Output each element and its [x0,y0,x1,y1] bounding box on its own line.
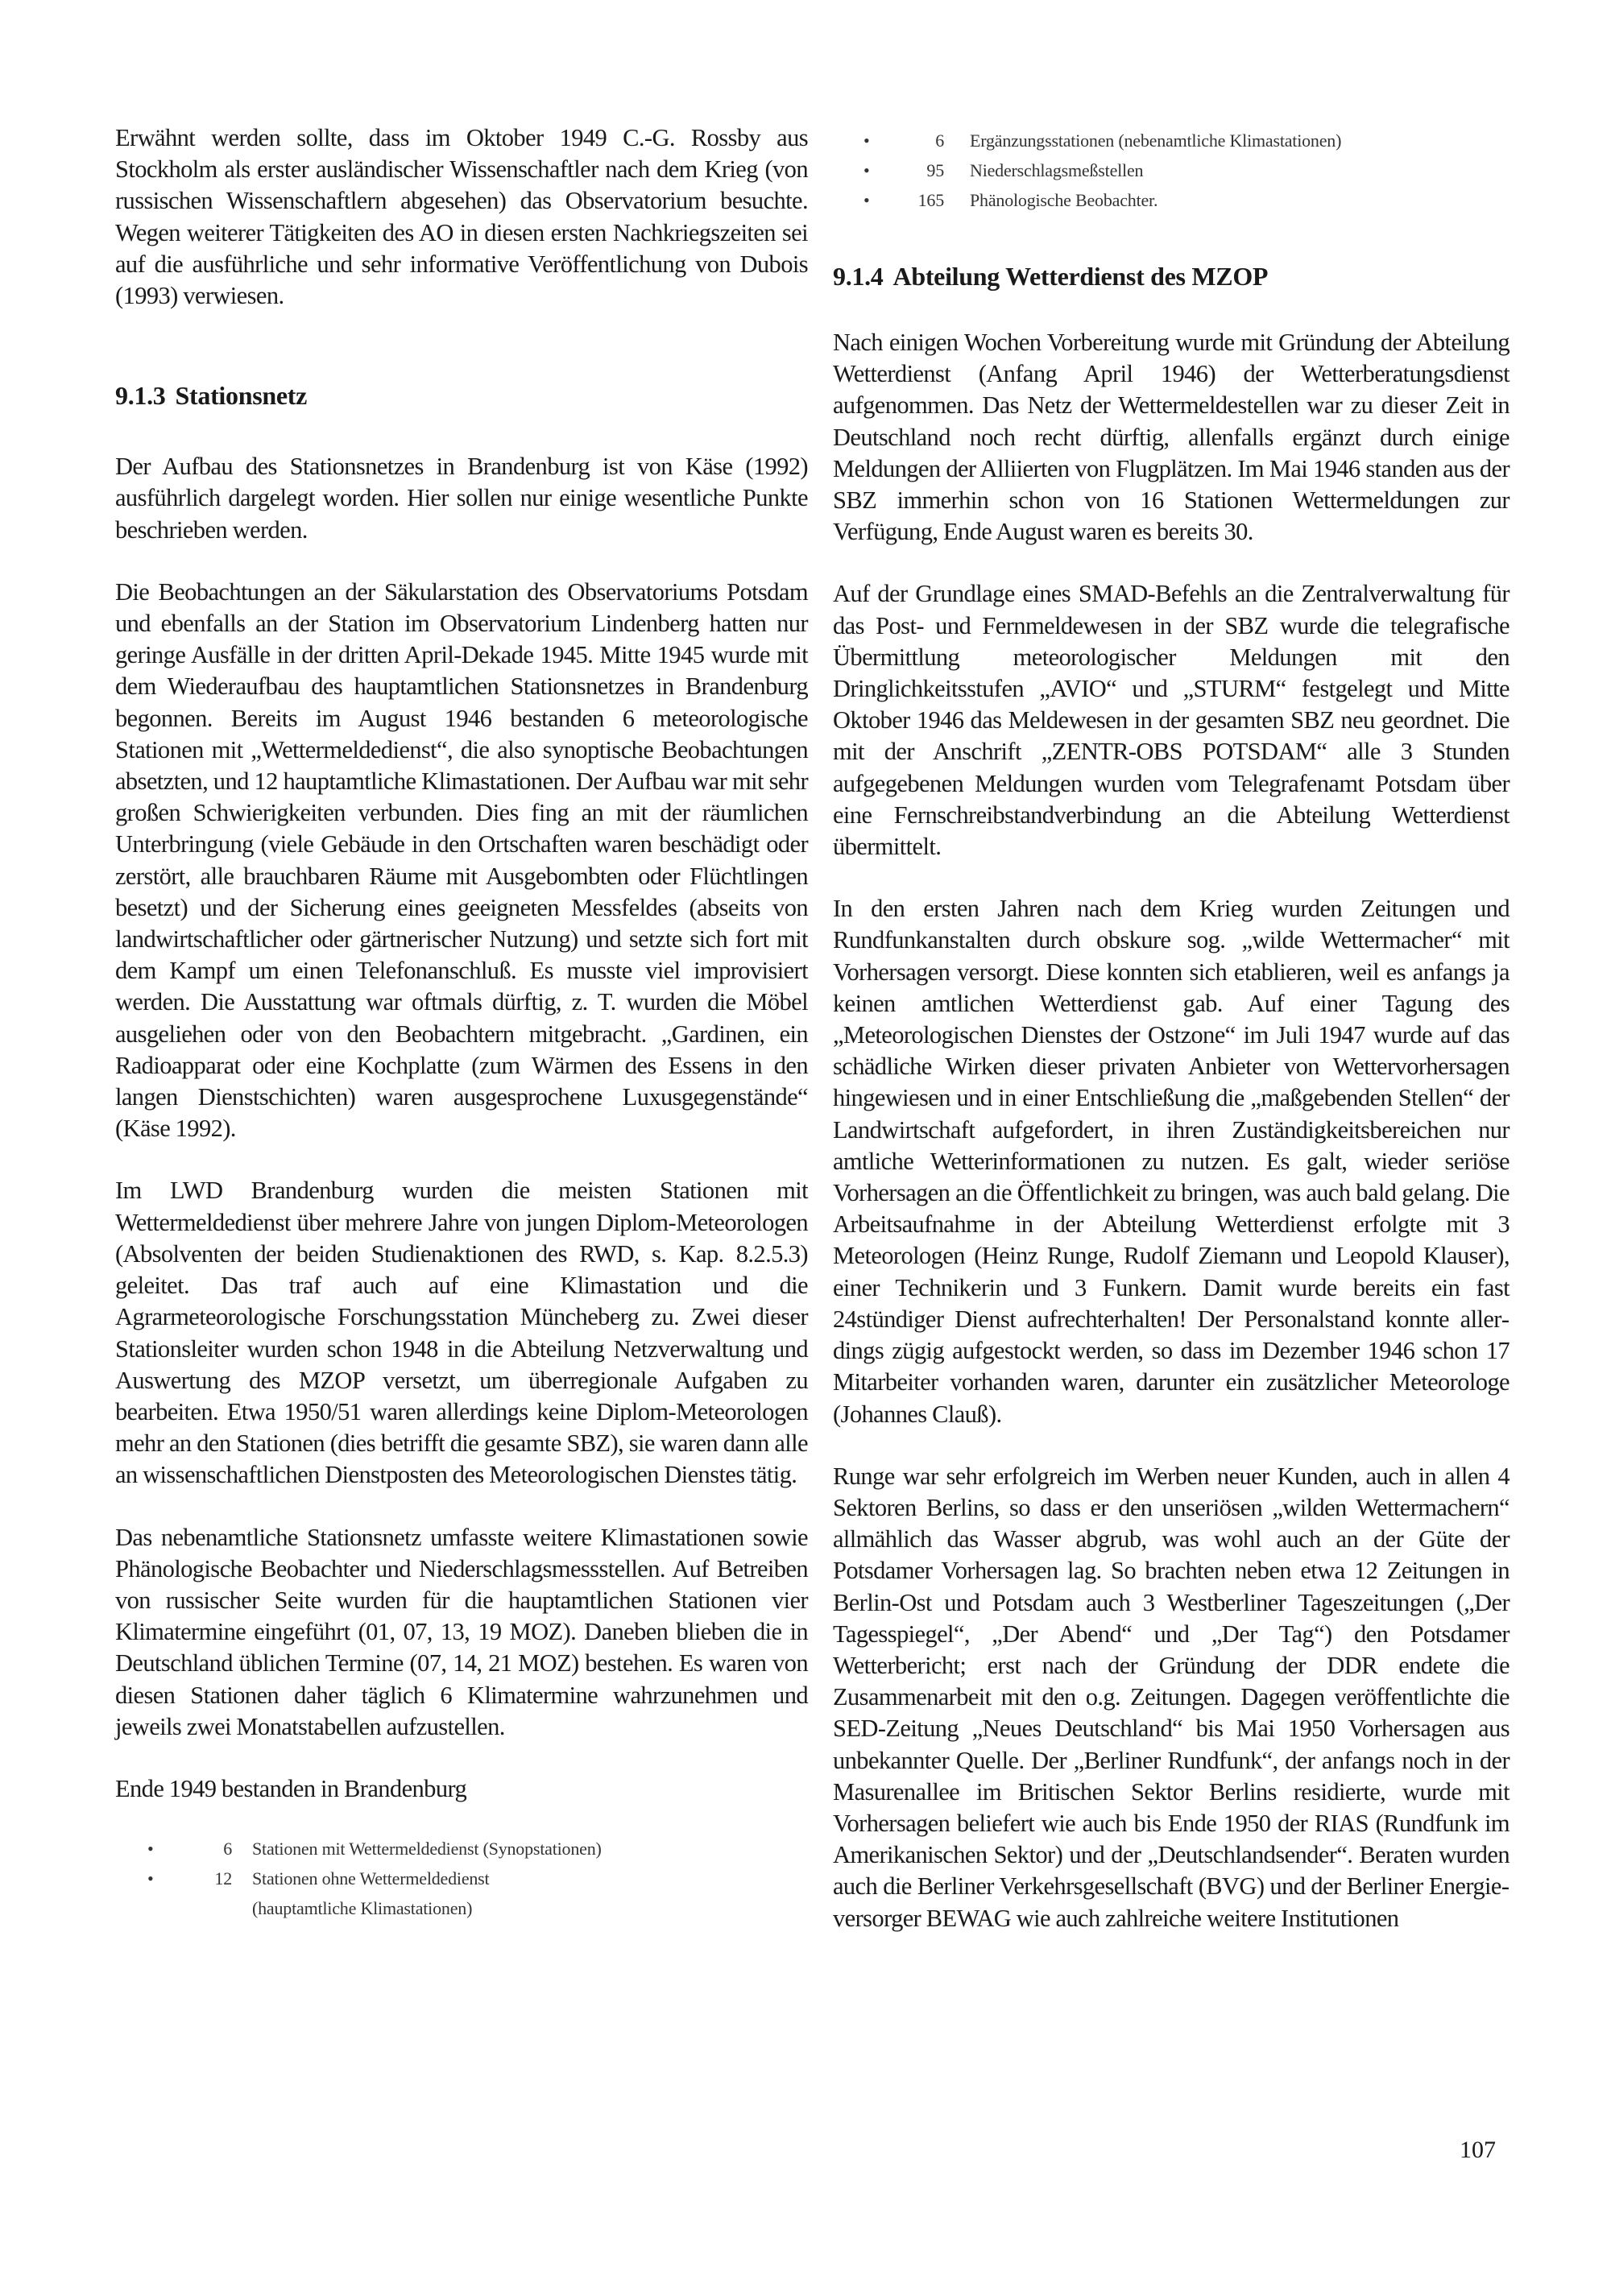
list-item [833,126,1510,155]
list-item [833,185,1510,215]
section-heading-wetterdienst [833,262,1510,292]
bullet-icon: • [147,1868,154,1889]
page-number: 107 [1460,2137,1496,2163]
station-count: 6 [935,130,944,151]
right-column [833,122,1510,1934]
list-item [115,1834,808,1864]
station-type: Phänologische Beobachter. [970,190,1158,210]
paragraph: Runge war sehr erfolgreich im Werben neuer Kunden, auch in allen 4 Sektoren Berlins, so dass er den unseriösen „wilden Wettermachern“ allmählich das Wasser abgrub, was wohl auch an der Güte der Potsdamer Vorhersagen lag. So brachten neben etwa 12 Zeitungen in Berlin-Ost und Potsdam auch 3 Westberliner Tageszeitungen („Der Tagesspiegel“, „Der Abend“ und „Der Tag“) den Potsdamer Wetterbericht; erst nach der Gründung der DDR endete die Zusammenarbeit mit den o.g. Zeitungen. Dagegen veröffentlichte die SED-Zeitung „Neues Deutschland“ bis Mai 1950 Vorhersagen aus unbekannter Quelle. Der „Berliner Rundfunk“, der anfangs noch in der Masurenallee im Britischen Sektor Berlins residierte, wurde mit Vorhersagen beliefert wie auch bis Ende 1950 der RIAS (Rundfunk im Amerikanischen Sektor) und der „Deutschlandsender“. Beraten wurden auch die Berliner Verkehrsgesellschaft (BVG) und der Berliner Energieversorger BEWAG wie auch zahlreiche weitere Institutionen [833,1462,1510,1932]
section-number: 9.1.3 [115,381,166,411]
station-type: Ergänzungsstationen (nebenamtliche Klimastationen) [970,130,1342,151]
station-type: Niederschlagsmeßstellen [970,160,1144,180]
section-title: Abteilung Wetterdienst des MZOP [892,262,1269,291]
paragraph: Der Aufbau des Stationsnetzes in Brandenburg ist von Käse (1992) ausführlich dargelegt worden. Hier sollen nur einige wesentliche Punkte beschrieben werden. [115,453,808,544]
section-title: Stationsnetz [175,381,308,411]
paragraph: Das nebenamtliche Stationsnetz umfasste weitere Klimastationen sowie Phänologische Beobachter und Niederschlagsmessstellen. Auf Betreiben von russischer Seite wurden für die hauptamtlichen Stationen vier Klimatermine eingeführt (01, 07, 13, 19 MOZ). Daneben blieben die in Deutschland üblichen Termine (07, 14, 21 MOZ) bestehen. Es waren von diesen Stationen daher täglich 6 Klimatermine wahrzunehmen und jeweils zwei Monatstabellen aufzustellen. [115,1523,808,1740]
bullet-icon: • [147,1839,154,1860]
intro-paragraph: Erwähnt werden sollte, dass im Oktober 1949 C.-G. Rossby aus Stockholm als erster ausländischer Wissenschaftler nach dem Krieg (von russischen Wissenschaftlern abgesehen) das Observatorium besuchte. Wegen weiterer Tätigkeiten des AO in diesen ersten Nachkriegszeiten sei auf die ausführliche und sehr informative Veröffentlichung von Dubois (1993) verwiesen. [115,124,808,310]
station-type: Stationen mit Wettermeldedienst (Synopstationen) [252,1839,602,1860]
list-item [115,1864,808,1923]
paragraph: Auf der Grundlage eines SMAD-Befehls an die Zentralverwaltung für das Post- und Fernmeldewesen in der SBZ wurde die telegrafische Übermittlung meteorologischer Meldungen mit den Dringlichkeitsstufen „AVIO“ und „STURM“ festgelegt und Mitte Oktober 1946 das Meldewesen in der gesamten SBZ neu geordnet. Die mit der Anschrift „ZENTR-OBS POTSDAM“ alle 3 Stunden aufgegebenen Meldungen wurden vom Telegrafenamt Potsdam über eine Fernschreibstandverbindung an die Abteilung Wetterdienst übermittelt. [833,580,1510,861]
bullet-icon: • [863,160,870,180]
station-type: Stationen ohne Wettermeldedienst [252,1868,490,1889]
paragraph: In den ersten Jahren nach dem Krieg wurden Zeitungen und Rundfunkanstalten durch obskure sog. „wilde Wettermacher“ mit Vorhersagen versorgt. Diese konnten sich etablieren, weil es anfangs ja keinen amtlichen Wetterdienst gab. Auf einer Tagung des „Meteorologischen Dienstes der Ostzone“ im Juli 1947 wurde auf das schädliche Wirken dieser privaten Anbieter von Wettervorhersagen hingewiesen und in einer Entschließung die „maßgebenden Stellen“ der Landwirtschaft aufgefordert, in ihren Zuständigkeitsbereichen nur amtliche Wetterinformationen zu nutzen. Es galt, wieder seriöse Vorhersagen an die Öffentlichkeit zu bringen, was auch bald gelang. Die Arbeitsaufnahme in der Abteilung Wetterdienst erfolgte mit 3 Meteorologen (Heinz Runge, Rudolf Ziemann und Leopold Klauser), einer Technikerin und 3 Funkern. Damit wurde bereits ein fast 24stündiger Dienst aufrechterhalten! Der Personalstand konnte allerdings zügig aufgestockt werden, so dass im Dezember 1946 schon 17 Mitarbeiter vorhanden waren, darunter ein zusätzlicher Meteorologe (Johannes Clauß). [833,895,1510,1428]
stations-list-right [833,126,1510,215]
station-count: 165 [917,190,944,210]
stations-list-left [115,1834,808,1923]
bullet-icon: • [863,190,870,210]
station-type-continuation: (hauptamtliche Klimastationen) [252,1898,473,1919]
paragraph: Nach einigen Wochen Vorbereitung wurde mit Gründung der Abteilung Wetterdienst (Anfang April 1946) der Wetterberatungsdienst aufgenommen. Das Netz der Wettermeldestellen war zu dieser Zeit in Deutschland noch recht dürftig, allenfalls ergänzt durch einige Meldungen der Alliierten von Flugplätzen. Im Mai 1946 standen aus der SBZ immerhin schon von 16 Stationen Wettermeldungen zur Verfügung, Ende August waren es bereits 30. [833,329,1510,546]
station-count: 6 [223,1839,232,1860]
paragraph: Die Beobachtungen an der Säkularstation des Observatoriums Potsdam und ebenfalls an der Station im Observatorium Lindenberg hatten nur geringe Ausfälle in der dritten April-Dekade 1945. Mitte 1945 wurde mit dem Wiederaufbau des hauptamtlichen Stationsnetzes in Brandenburg begonnen. Bereits im August 1946 bestanden 6 meteorologische Stationen mit „Wettermeldedienst“, die also synoptische Beobachtungen absetzten, und 12 hauptamtliche Klimastationen. Der Aufbau war mit sehr großen Schwierigkeiten verbunden. Dies fing an mit der räumlichen Unterbringung (viele Gebäude in den Ortschaften waren beschädigt oder zerstört, alle brauchbaren Räume mit Ausgebombten oder Flüchtlingen besetzt) und der Sicherung eines geeigneten Messfeldes (abseits von landwirtschaftlicher oder gärtnerischer Nutzung) und setzte sich fort mit dem Kampf um einen Telefonanschluß. Es musste viel improvisiert werden. Die Ausstattung war oftmals dürftig, z. T. wurden die Möbel ausgeliehen oder von den Beobachtern mitgebracht. „Gardinen, ein Radioapparat oder eine Kochplatte (zum Wärmen des Essens in den langen Dienstschichten) waren ausgesprochene Luxusgegenstände“ (Käse 1992). [115,577,808,1143]
station-count: 95 [926,160,944,180]
station-count: 12 [214,1868,232,1889]
list-item [833,155,1510,185]
left-column [115,122,808,1923]
section-heading-stationsnetz [115,381,808,411]
paragraph: Im LWD Brandenburg wurden die meisten Stationen mit Wettermeldedienst über mehrere Jahre von jungen Diplom-Meteorologen (Absolventen der beiden Studienaktionen des RWD, s. Kap. 8.2.5.3) geleitet. Das traf auch auf eine Klimastation und die Agrarmeteorologische Forschungsstation Müncheberg zu. Zwei dieser Stationsleiter wurden schon 1948 in die Abteilung Netzverwaltung und Auswertung des MZOP versetzt, um überregionale Aufgaben zu bearbeiten. Etwa 1950/51 waren allerdings keine Diplom-Meteorologen mehr an den Stationen (dies betrifft die gesamte SBZ), sie waren dann alle an wissenschaftlichen Dienstposten des Meteorologischen Dienstes tätig. [115,1177,808,1489]
paragraph-list-intro: Ende 1949 bestanden in Brandenburg [115,1774,467,1802]
section-number: 9.1.4 [833,262,884,291]
bullet-icon: • [863,130,870,151]
